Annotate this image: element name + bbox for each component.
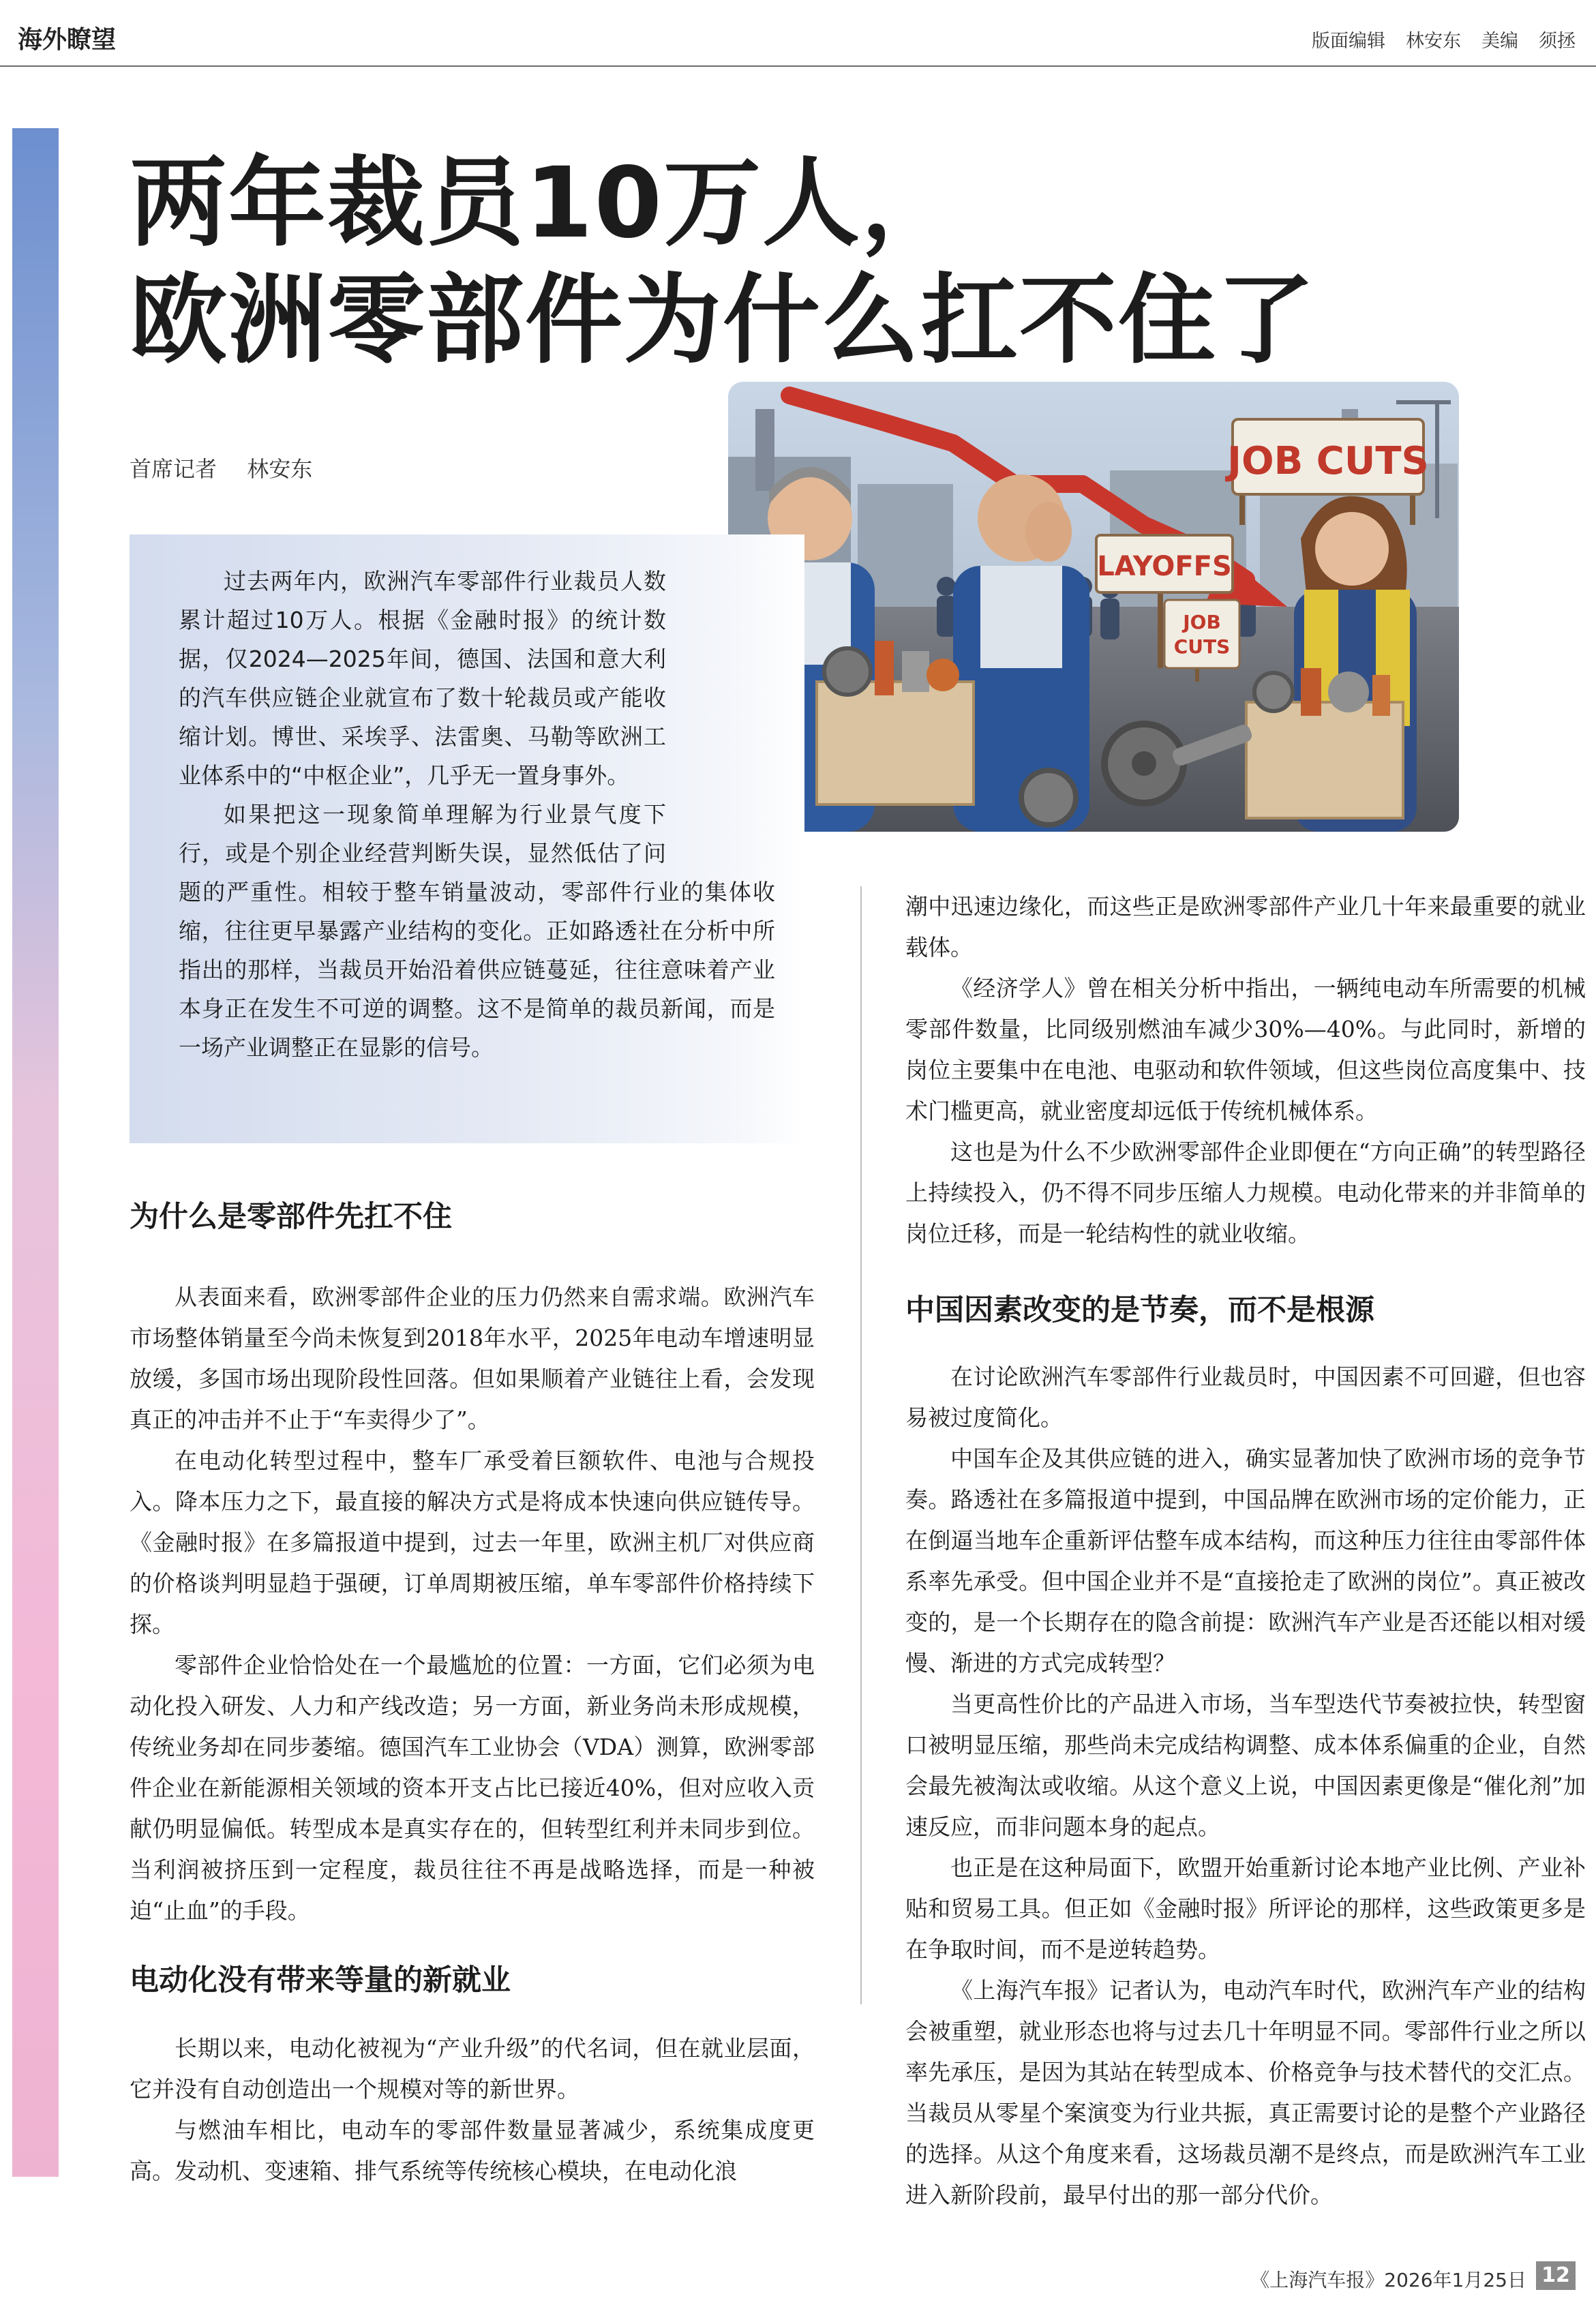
section3-paragraph-1: 在讨论欧洲汽车零部件行业裁员时，中国因素不可回避，但也容易被过度简化。 — [905, 1363, 1586, 1431]
byline-role: 首席记者 — [130, 456, 217, 482]
section-label: 海外瞭望 — [18, 26, 117, 54]
subhead-section-1: 为什么是零部件先扛不住 — [130, 1200, 452, 1234]
page-number: 12 — [1536, 2261, 1576, 2290]
section3-paragraph-2: 中国车企及其供应链的进入，确实显著加快了欧洲市场的竞争节奏。路透社在多篇报道中提到，中国品牌在欧洲市场的定价能力，正在倒逼当地车企重新评估整车成本结构，而这种压力往往由零部件体系率先承受。但中国企业并不是“直接抢走了欧洲的岗位”。真正被改变的，是一个长期存在的隐含前提：欧洲汽车产业是否还能以相对缓慢、渐进的方式完成转型？ — [905, 1445, 1586, 1676]
section3-paragraph-4: 也正是在这种局面下，欧盟开始重新讨论本地产业比例、产业补贴和贸易工具。但正如《金融时报》所评论的那样，这些政策更多是在争取时间，而不是逆转趋势。 — [905, 1854, 1586, 1963]
column-divider — [860, 886, 862, 2004]
footer-source-date: 《上海汽车报》2026年1月25日 — [1250, 2269, 1526, 2291]
lede-paragraph-1: 过去两年内，欧洲汽车零部件行业裁员人数累计超过10万人。根据《金融时报》的统计数据，仅2024—2025年间，德国、法国和意大利的汽车供应链企业就宣布了数十轮裁员或产能收缩计划。博世、采埃孚、法雷奥、马勒等欧洲工业体系中的“中枢企业”，几乎无一置身事外。 — [179, 568, 666, 789]
byline-name: 林安东 — [247, 456, 313, 482]
section3-paragraph-3: 当更高性价比的产品进入市场，当车型迭代节奏被拉快，转型窗口被明显压缩，那些尚未完成结构调整、成本体系偏重的企业，自然会最先被淘汰或收缩。从这个意义上说，中国因素更像是“催化剂”加速反应，而非问题本身的起点。 — [905, 1691, 1586, 1840]
lede-paragraph-2: 如果把这一现象简单理解为行业景气度下行，或是个别企业经营判断失误，显然低估了问题的严重性。相较于整车销量波动，零部件行业的集体收缩，往往更早暴露产业结构的变化。正如路透社在分析中所指出的那样，当裁员开始沿着供应链蔓延，往往意味着产业本身正在发生不可逆的调整。这不是简单的裁员新闻，而是一场产业调整正在显影的信号。 — [179, 801, 775, 1061]
section2-paragraph-3: 《经济学人》曾在相关分析中指出，一辆纯电动车所需要的机械零部件数量，比同级别燃油车减少30%—40%。与此同时，新增的岗位主要集中在电池、电驱动和软件领域，但这些岗位高度集中、技术门槛更高，就业密度却远低于传统机械体系。 — [905, 975, 1586, 1124]
designer-name: 须拯 — [1539, 31, 1576, 52]
designer-role: 美编 — [1481, 31, 1518, 52]
subhead-section-3: 中国因素改变的是节奏，而不是根源 — [905, 1293, 1374, 1327]
layoff-illustration — [728, 382, 1459, 832]
section3-paragraph-5: 《上海汽车报》记者认为，电动汽车时代，欧洲汽车产业的结构会被重塑，就业形态也将与过去几十年明显不同。零部件行业之所以率先承压，是因为其站在转型成本、价格竞争与技术替代的交汇点。当裁员从零星个案演变为行业共振，真正需要讨论的是整个产业路径的选择。从这个角度来看，这场裁员潮不是终点，而是欧洲汽车工业进入新阶段前，最早付出的那一部分代价。 — [905, 1977, 1586, 2208]
section1-paragraph-3: 零部件企业恰恰处在一个最尴尬的位置：一方面，它们必须为电动化投入研发、人力和产线改造；另一方面，新业务尚未形成规模，传统业务却在同步萎缩。德国汽车工业协会（VDA）测算，欧洲零部件企业在新能源相关领域的资本开支占比已接近40%，但对应收入贡献仍明显偏低。转型成本是真实存在的，但转型红利并未同步到位。当利润被挤压到一定程度，裁员往往不再是战略选择，而是一种被迫“止血”的手段。 — [130, 1652, 815, 1924]
section2-paragraph-2: 与燃油车相比，电动车的零部件数量显著减少，系统集成度更高。发动机、变速箱、排气系统等传统核心模块，在电动化浪 — [130, 2117, 815, 2184]
section2-paragraph-1: 长期以来，电动化被视为“产业升级”的代名词，但在就业层面，它并没有自动创造出一个规模对等的新世界。 — [130, 2035, 815, 2102]
headline-line-1: 两年裁员10万人， — [130, 146, 960, 260]
sign-small-line2: CUTS — [1173, 635, 1231, 658]
editor-role: 版面编辑 — [1312, 31, 1385, 52]
byline — [130, 452, 312, 483]
article-headline — [130, 145, 1316, 379]
editor-name: 林安东 — [1406, 31, 1461, 52]
sign-job-cuts-text: JOB CUTS — [1227, 439, 1429, 483]
section2-paragraph-4: 这也是为什么不少欧洲零部件企业即便在“方向正确”的转型路径上持续投入，仍不得不同步压缩人力规模。电动化带来的并非简单的岗位迁移，而是一轮结构性的就业收缩。 — [905, 1139, 1586, 1247]
section2-continuation: 潮中迅速边缘化，而这些正是欧洲零部件产业几十年来最重要的就业载体。 — [905, 893, 1586, 961]
decorative-side-bar — [12, 128, 59, 2177]
headline-line-2: 欧洲零部件为什么扛不住了 — [130, 263, 1316, 377]
left-column — [130, 1196, 815, 2192]
sign-small-line1: JOB — [1183, 611, 1221, 633]
right-column — [905, 886, 1586, 2216]
editor-credits — [1312, 26, 1576, 52]
section1-paragraph-1: 从表面来看，欧洲零部件企业的压力仍然来自需求端。欧洲汽车市场整体销量至今尚未恢复到2018年水平，2025年电动车增速明显放缓，多国市场出现阶段性回落。但如果顺着产业链往上看，会发现真正的冲击并不止于“车卖得少了”。 — [130, 1284, 815, 1433]
header-rule — [0, 65, 1596, 67]
section1-paragraph-2: 在电动化转型过程中，整车厂承受着巨额软件、电池与合规投入。降本压力之下，最直接的解决方式是将成本快速向供应链传导。《金融时报》在多篇报道中提到，过去一年里，欧洲主机厂对供应商的价格谈判明显趋于强硬，订单周期被压缩，单车零部件价格持续下探。 — [130, 1447, 815, 1638]
image-wrap-spacer — [666, 562, 775, 873]
lede-text — [179, 562, 775, 1067]
sign-layoffs-text: LAYOFFS — [1097, 551, 1232, 582]
subhead-section-2: 电动化没有带来等量的新就业 — [130, 1963, 511, 1997]
